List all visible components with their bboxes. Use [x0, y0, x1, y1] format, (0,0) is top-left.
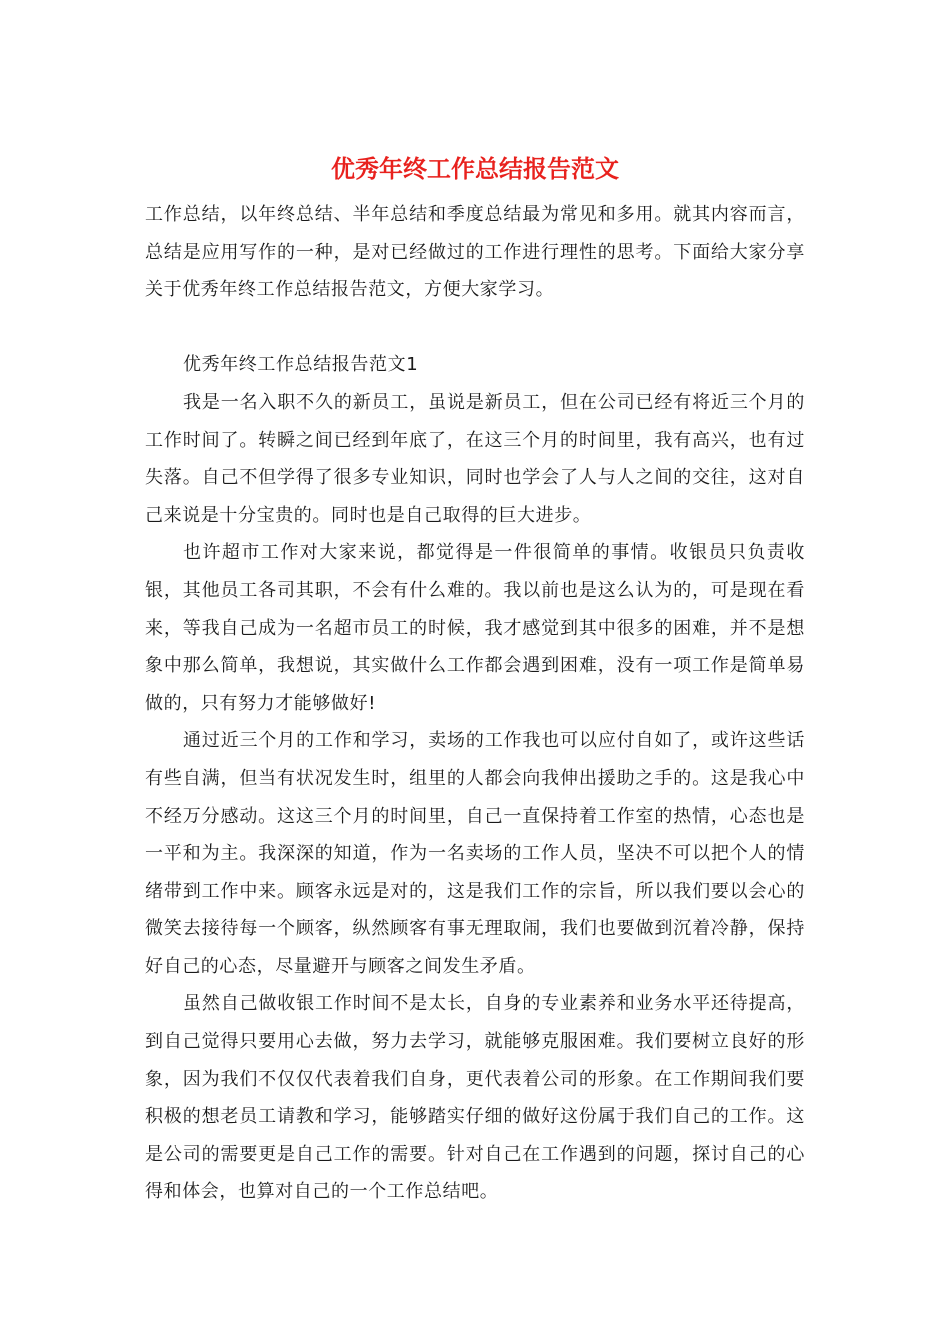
body-paragraph-1: 我是一名入职不久的新员工，虽说是新员工，但在公司已经有将近三个月的工作时间了。转瞬之间已经到年底了，在这三个月的时间里，我有高兴，也有过失落。自己不但学得了很多专业知识，同时也学会了人与人之间的交往，这对自己来说是十分宝贵的。同时也是自己取得的巨大进步。	[145, 391, 805, 526]
intro-paragraph: 工作总结，以年终总结、半年总结和季度总结最为常见和多用。就其内容而言，总结是应用写作的一种，是对已经做过的工作进行理性的思考。下面给大家分享关于优秀年终工作总结报告范文，方便大家学习。	[145, 204, 805, 301]
body-paragraph-3: 通过近三个月的工作和学习，卖场的工作我也可以应付自如了，或许这些话有些自满，但当有状况发生时，组里的人都会向我伸出援助之手的。这是我心中不经万分感动。这这三个月的时间里，自己一直保持着工作室的热情，心态也是一平和为主。我深深的知道，作为一名卖场的工作人员，坚决不可以把个人的情绪带到工作中来。顾客永远是对的，这是我们工作的宗旨，所以我们要以会心的微笑去接待每一个顾客，纵然顾客有事无理取闹，我们也要做到沉着冷静，保持好自己的心态，尽量避开与顾客之间发生矛盾。	[145, 730, 805, 977]
document-body	[145, 196, 805, 1211]
section-heading: 优秀年终工作总结报告范文1	[183, 354, 419, 376]
body-paragraph-4: 虽然自己做收银工作时间不是太长，自身的专业素养和业务水平还待提高，到自己觉得只要用心去做，努力去学习，就能够克服困难。我们要树立良好的形象，因为我们不仅仅代表着我们自身，更代表着公司的形象。在工作期间我们要积极的想老员工请教和学习，能够踏实仔细的做好这份属于我们自己的工作。这是公司的需要更是自己工作的需要。针对自己在工作遇到的问题，探讨自己的心得和体会，也算对自己的一个工作总结吧。	[145, 993, 805, 1203]
paragraph-spacer	[145, 309, 805, 347]
document-title: 优秀年终工作总结报告范文	[331, 154, 619, 183]
body-paragraph-2: 也许超市工作对大家来说，都觉得是一件很简单的事情。收银员只负责收银，其他员工各司其职，不会有什么难的。我以前也是这么认为的，可是现在看来，等我自己成为一名超市员工的时候，我才感觉到其中很多的困难，并不是想象中那么简单，我想说，其实做什么工作都会遇到困难，没有一项工作是简单易做的，只有努力才能够做好!	[145, 542, 805, 714]
